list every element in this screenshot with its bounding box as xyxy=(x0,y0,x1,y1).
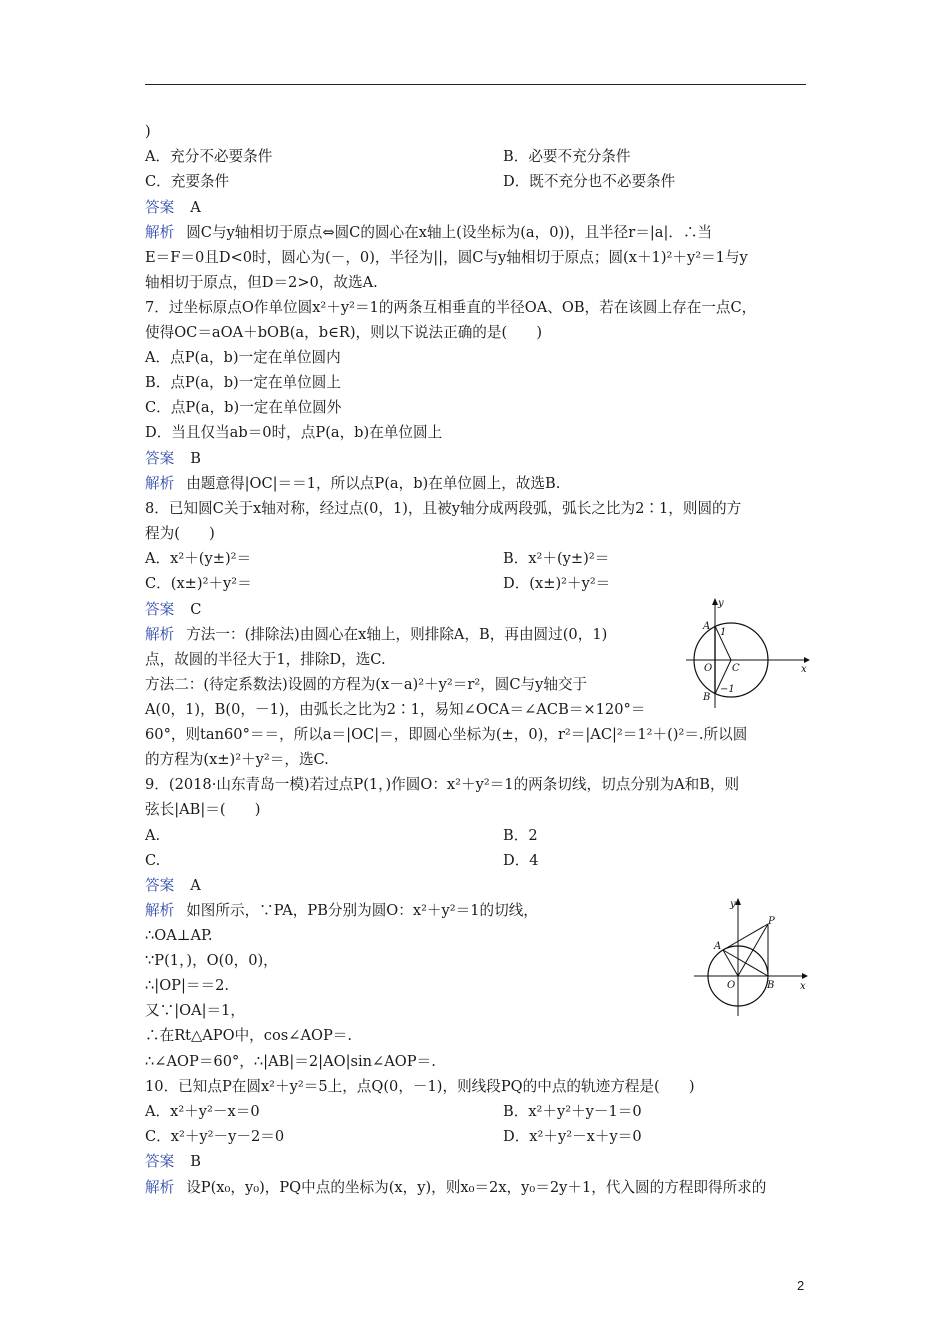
question-7: 7．过坐标原点O作单位圆x²＋y²＝1的两条互相垂直的半径OA、OB，若在该圆上存在一点C， xyxy=(145,299,757,316)
analysis-label: 解析 xyxy=(145,475,175,492)
option-c: C．点P(a，b)一定在单位圆外 xyxy=(145,399,342,416)
label-y: y xyxy=(718,598,724,609)
option-b: B．2 xyxy=(503,827,538,844)
label-y: y xyxy=(730,899,736,910)
option-c: C．(x±)²＋y²＝ xyxy=(145,575,252,592)
answer-label: 答案 xyxy=(145,601,175,618)
text-line: ∴∠AOP＝60°，∴|AB|＝2|AO|sin∠AOP＝. xyxy=(145,1053,436,1070)
text-line: ∴OA⊥AP. xyxy=(145,927,213,944)
text-line: ) xyxy=(145,123,151,140)
option-d: D．4 xyxy=(503,852,539,869)
text-line: 的方程为(x±)²＋y²＝，选C. xyxy=(145,751,329,768)
text-line: ∵P(1，)，O(0，0)， xyxy=(145,952,278,969)
analysis-label: 解析 xyxy=(145,224,175,241)
text-line: 轴相切于原点，但D＝2>0，故选A. xyxy=(145,274,378,291)
circle-figure-2 xyxy=(690,894,820,1022)
label-x: x xyxy=(801,664,807,675)
option-a: A．点P(a，b)一定在单位圆内 xyxy=(145,349,341,366)
header-rule xyxy=(145,84,806,85)
text-line: 使得OC＝aOA＋bOB(a，b∈R)，则以下说法正确的是( ) xyxy=(145,324,543,341)
analysis-text: 如图所示，∵PA，PB分别为圆O：x²＋y²＝1的切线， xyxy=(186,902,538,919)
option-a: A．充分不必要条件 xyxy=(145,148,273,165)
analysis-text: 圆C与y轴相切于原点⇔圆C的圆心在x轴上(设坐标为(a，0))，且半径r＝|a|．∴当 xyxy=(186,224,713,241)
analysis-text: 方法一：(排除法)由圆心在x轴上，则排除A，B，再由圆过(0，1) xyxy=(186,626,608,643)
answer-line xyxy=(145,1152,201,1172)
analysis-line xyxy=(145,625,607,645)
label-B: B xyxy=(767,980,775,991)
analysis-label: 解析 xyxy=(145,626,175,643)
text-line: 又∵|OA|＝1， xyxy=(145,1002,245,1019)
option-a: A．x²＋y²－x＝0 xyxy=(145,1103,260,1120)
answer-label: 答案 xyxy=(145,450,175,467)
answer-line xyxy=(145,600,201,620)
text-line: ∴|OP|＝＝2. xyxy=(145,977,230,994)
text-line: ∴在Rt△APO中，cos∠AOP＝. xyxy=(145,1027,353,1044)
option-d: D．x²＋y²－x＋y＝0 xyxy=(503,1128,642,1145)
option-d: D．当且仅当ab＝0时，点P(a，b)在单位圆上 xyxy=(145,424,443,441)
label-one: 1 xyxy=(720,627,727,638)
option-c: C．x²＋y²－y－2＝0 xyxy=(145,1128,285,1145)
answer-value: A xyxy=(190,877,201,894)
option-d: D．既不充分也不必要条件 xyxy=(503,173,676,190)
analysis-label: 解析 xyxy=(145,902,175,919)
text-line: 程为( ) xyxy=(145,525,215,542)
answer-label: 答案 xyxy=(145,199,175,216)
label-A: A xyxy=(703,621,711,632)
question-8: 8．已知圆C关于x轴对称，经过点(0，1)，且被y轴分成两段弧，弧长之比为2∶1，则圆的方 xyxy=(145,500,742,517)
answer-label: 答案 xyxy=(145,1153,175,1170)
label-P: P xyxy=(768,916,775,927)
analysis-line xyxy=(145,901,538,921)
option-c: C. xyxy=(145,852,161,869)
option-a: A．x²＋(y±)²＝ xyxy=(145,550,252,567)
label-minus-one: −1 xyxy=(720,684,735,695)
analysis-line xyxy=(145,1178,766,1198)
answer-value: C xyxy=(190,601,202,618)
answer-value: B xyxy=(190,1153,201,1170)
answer-value: A xyxy=(190,199,201,216)
analysis-text: 设P(x₀，y₀)，PQ中点的坐标为(x，y)，则x₀＝2x，y₀＝2y＋1，代入圆的方程即得所求的 xyxy=(186,1179,767,1196)
answer-line xyxy=(145,876,201,896)
text-line: 弦长|AB|＝( ) xyxy=(145,801,261,818)
label-x: x xyxy=(800,981,806,992)
analysis-line xyxy=(145,474,560,494)
question-9: 9．(2018·山东青岛一模)若过点P(1，)作圆O：x²＋y²＝1的两条切线，切点分别为A和B，则 xyxy=(145,776,740,793)
analysis-line xyxy=(145,223,712,243)
text-line: 点，故圆的半径大于1，排除D，选C. xyxy=(145,651,386,668)
analysis-label: 解析 xyxy=(145,1179,175,1196)
option-d: D．(x±)²＋y²＝ xyxy=(503,575,611,592)
label-O: O xyxy=(727,980,736,991)
answer-line xyxy=(145,449,201,469)
answer-label: 答案 xyxy=(145,877,175,894)
text-line: 方法二：(待定系数法)设圆的方程为(x－a)²＋y²＝r²，圆C与y轴交于 xyxy=(145,676,588,693)
option-b: B．必要不充分条件 xyxy=(503,148,631,165)
text-line: E＝F＝0且D<0时，圆心为(－，0)，半径为||，圆C与y轴相切于原点；圆(x＋1)²＋y²＝1与y xyxy=(145,249,748,266)
label-B: B xyxy=(703,692,711,703)
text-line: A(0，1)，B(0，－1)，由弧长之比为2∶1，易知∠OCA＝∠ACB＝×120°＝ xyxy=(145,701,646,718)
answer-line xyxy=(145,198,201,218)
label-A: A xyxy=(714,941,722,952)
option-a: A. xyxy=(145,827,161,844)
label-C: C xyxy=(732,663,740,674)
text-line: 60°，则tan60°＝＝，所以a＝|OC|＝，即圆心坐标为(±，0)，r²＝|AC|²＝1²＋()²＝.所以圆 xyxy=(145,726,748,743)
question-10: 10．已知点P在圆x²＋y²＝5上，点Q(0，－1)，则线段PQ的中点的轨迹方程是( ) xyxy=(145,1078,695,1095)
option-b: B．x²＋(y±)²＝ xyxy=(503,550,610,567)
option-c: C．充要条件 xyxy=(145,173,230,190)
option-b: B．x²＋y²＋y－1＝0 xyxy=(503,1103,642,1120)
label-O: O xyxy=(704,663,713,674)
page-number: 2 xyxy=(797,1278,805,1293)
answer-value: B xyxy=(190,450,201,467)
option-b: B．点P(a，b)一定在单位圆上 xyxy=(145,374,341,391)
circle-figure-1 xyxy=(680,596,815,716)
analysis-text: 由题意得|OC|＝＝1，所以点P(a，b)在单位圆上，故选B. xyxy=(186,475,561,492)
